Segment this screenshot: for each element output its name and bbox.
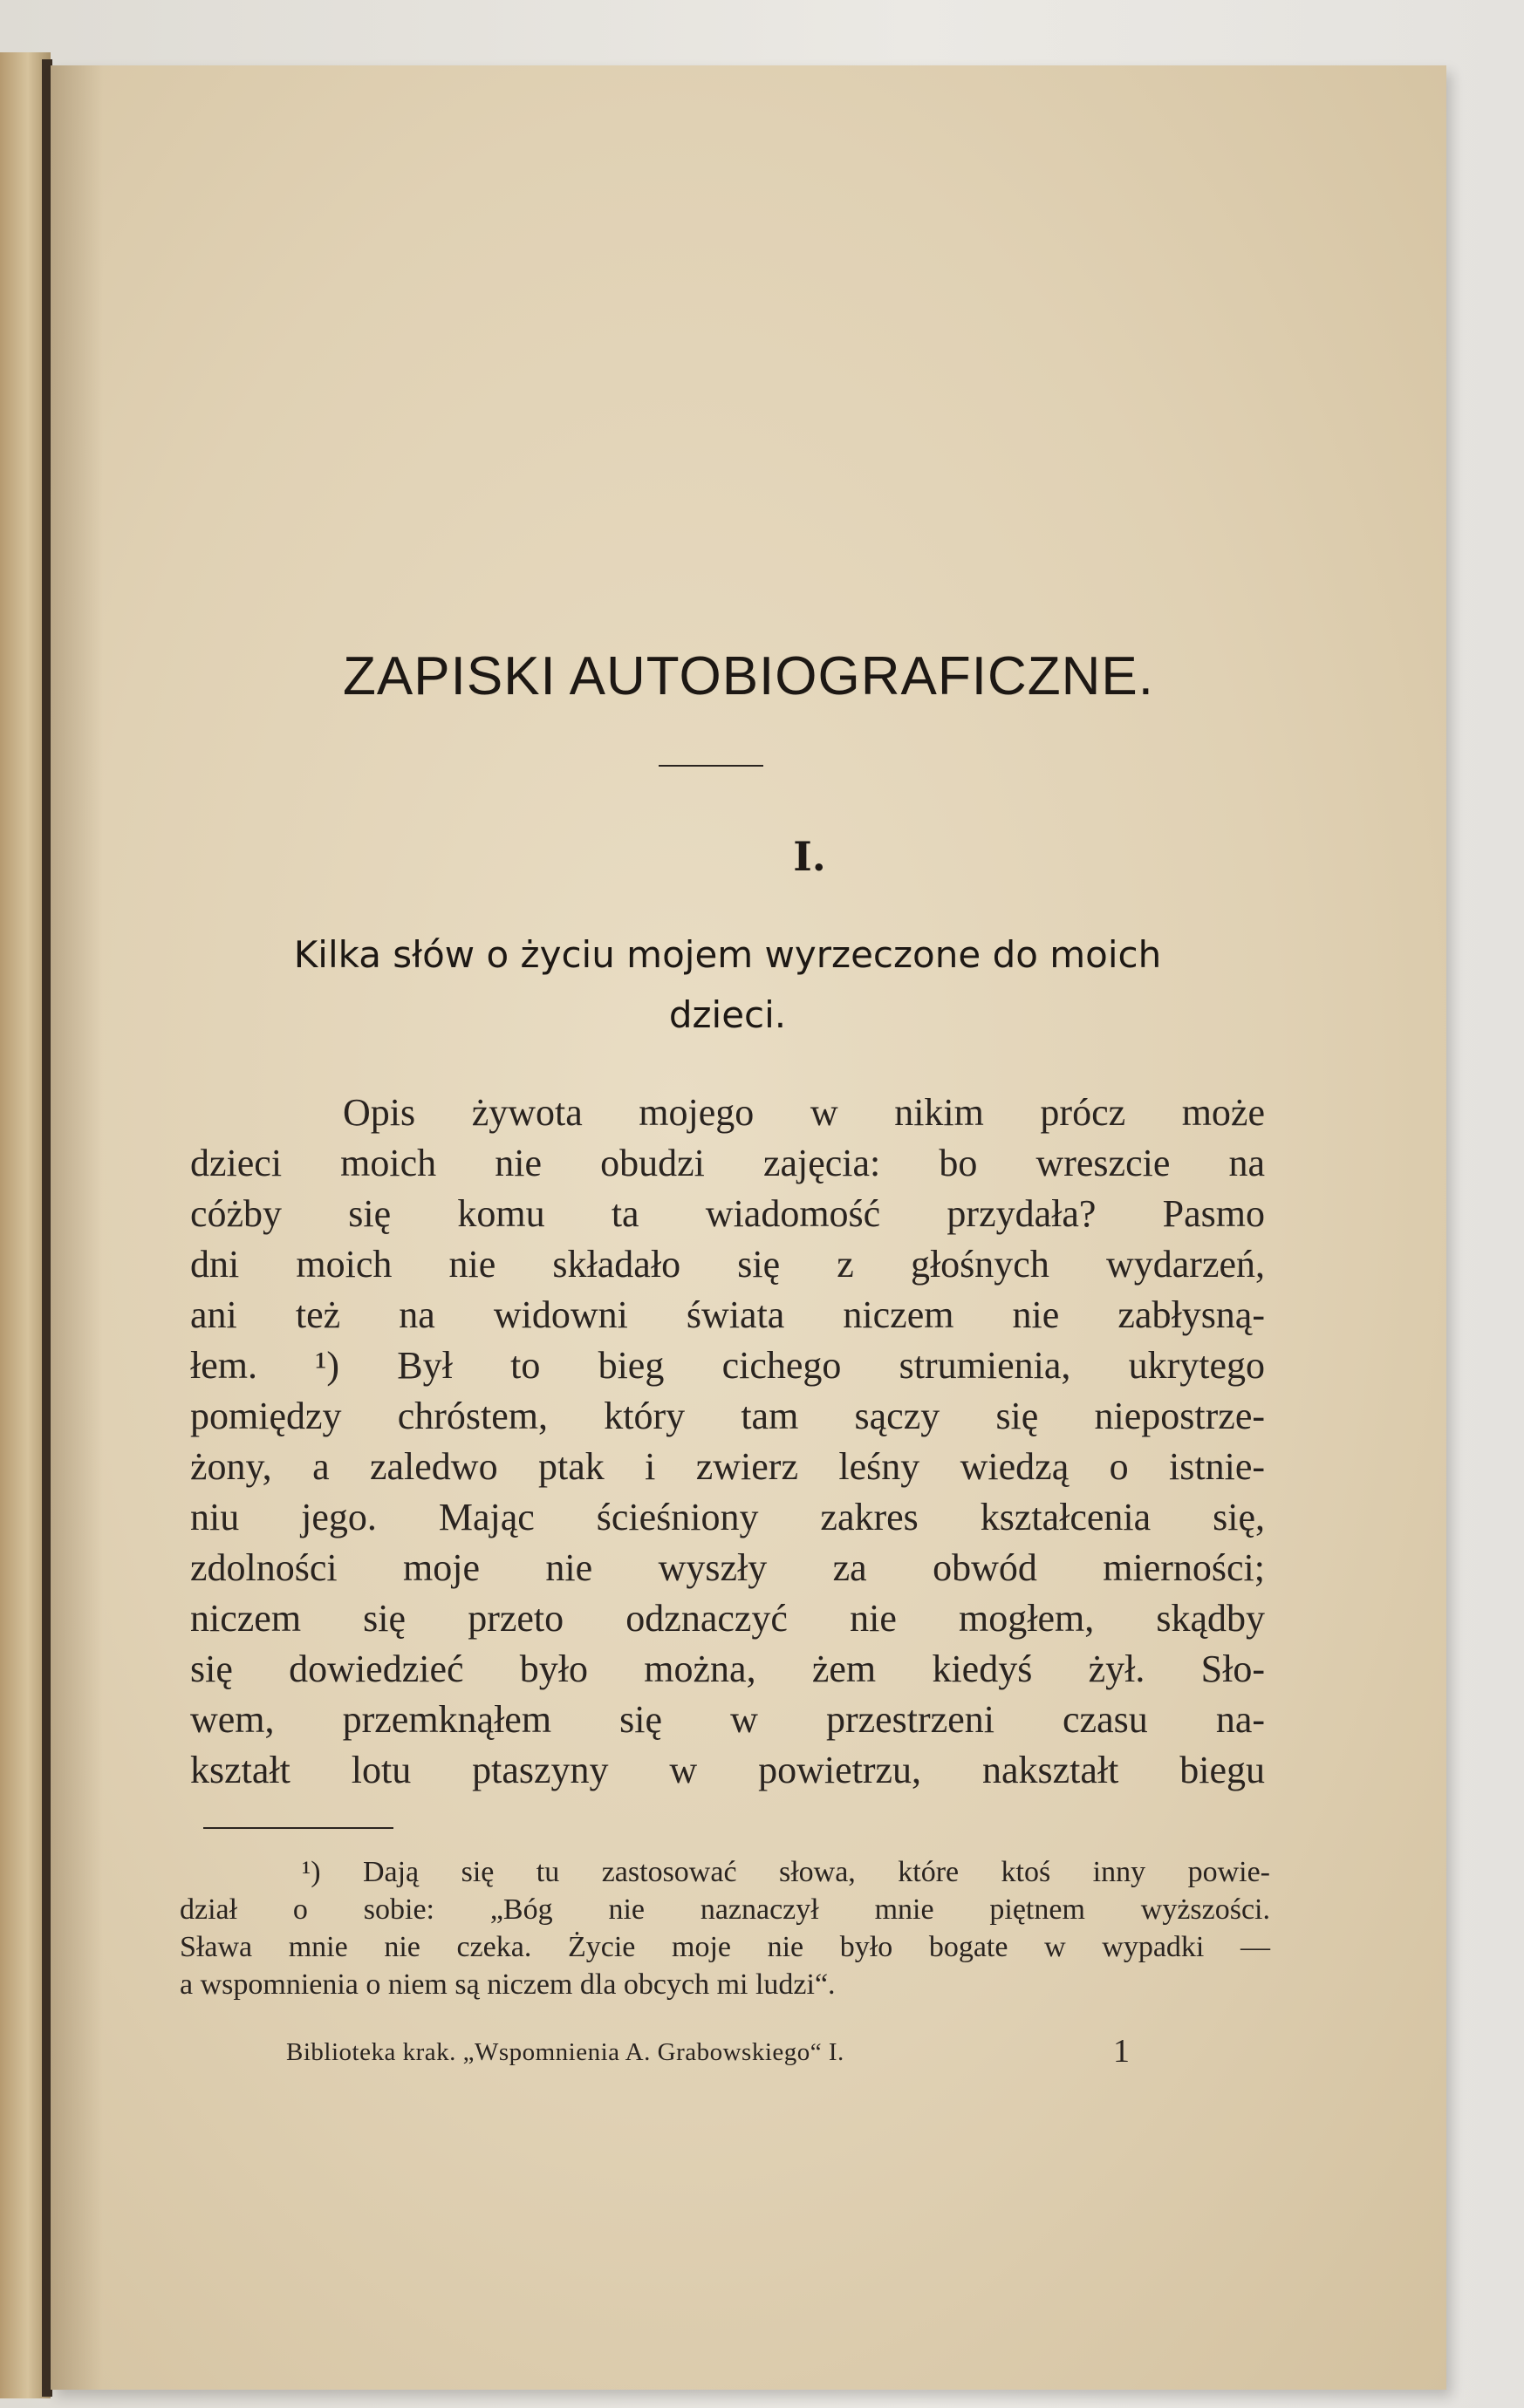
body-line: ani też na widowni świata niczem nie zabłysną- — [190, 1293, 1265, 1336]
chapter-title-line: Kilka słów o życiu mojem wyrzeczone do moich — [293, 933, 1162, 976]
title-divider — [659, 765, 763, 767]
body-line: się dowiedzieć było można, żem kiedyś żył. Sło- — [190, 1647, 1265, 1690]
body-line: niu jego. Mając ścieśniony zakres kształcenia się, — [190, 1496, 1265, 1538]
body-line: kształt lotu ptaszyny w powietrzu, nakształt biegu — [190, 1749, 1265, 1791]
page-number: 1 — [1113, 2033, 1130, 2070]
body-line: zdolności moje nie wyszły za obwód mierności; — [190, 1546, 1265, 1589]
body-line: Opis żywota mojego w nikim prócz może — [343, 1091, 1265, 1134]
footnote-divider — [203, 1827, 393, 1829]
footnote-line: a wspomnienia o niem są niczem dla obcych mi ludzi“. — [180, 1968, 836, 2001]
chapter-number: I. — [793, 833, 826, 880]
body-line: żony, a zaledwo ptak i zwierz leśny wiedzą o istnie- — [190, 1445, 1265, 1488]
footnote-line: ¹) Dają się tu zastosować słowa, które ktoś inny powie- — [302, 1856, 1270, 1888]
body-line: wem, przemknąłem się w przestrzeni czasu na- — [190, 1698, 1265, 1741]
body-line: pomiędzy chróstem, który tam sączy się niepostrze- — [190, 1395, 1265, 1437]
signature-line: Biblioteka krak. „Wspomnienia A. Grabowskiego“ I. — [286, 2038, 844, 2066]
chapter-title-line: dzieci. — [668, 993, 787, 1036]
body-text — [190, 1088, 1265, 1796]
page-title: ZAPISKI AUTOBIOGRAFICZNE. — [343, 646, 1154, 706]
footnote — [180, 1853, 1270, 2003]
body-line: cóżby się komu ta wiadomość przydała? Pasmo — [190, 1192, 1265, 1235]
chapter-title — [190, 924, 1265, 1045]
body-line: dni moich nie składało się z głośnych wydarzeń, — [190, 1243, 1265, 1286]
book-page — [51, 65, 1446, 2390]
footnote-line: dział o sobie: „Bóg nie naznaczył mnie piętnem wyższości. — [180, 1893, 1270, 1926]
gutter-shadow — [51, 65, 103, 2390]
body-line: łem. ¹) Był to bieg cichego strumienia, ukrytego — [190, 1344, 1265, 1387]
footnote-line: Sława mnie nie czeka. Życie moje nie było bogate w wypadki — — [180, 1931, 1270, 1963]
body-line: dzieci moich nie obudzi zajęcia: bo wreszcie na — [190, 1142, 1265, 1184]
body-line: niczem się przeto odznaczyć nie mogłem, skądby — [190, 1597, 1265, 1640]
